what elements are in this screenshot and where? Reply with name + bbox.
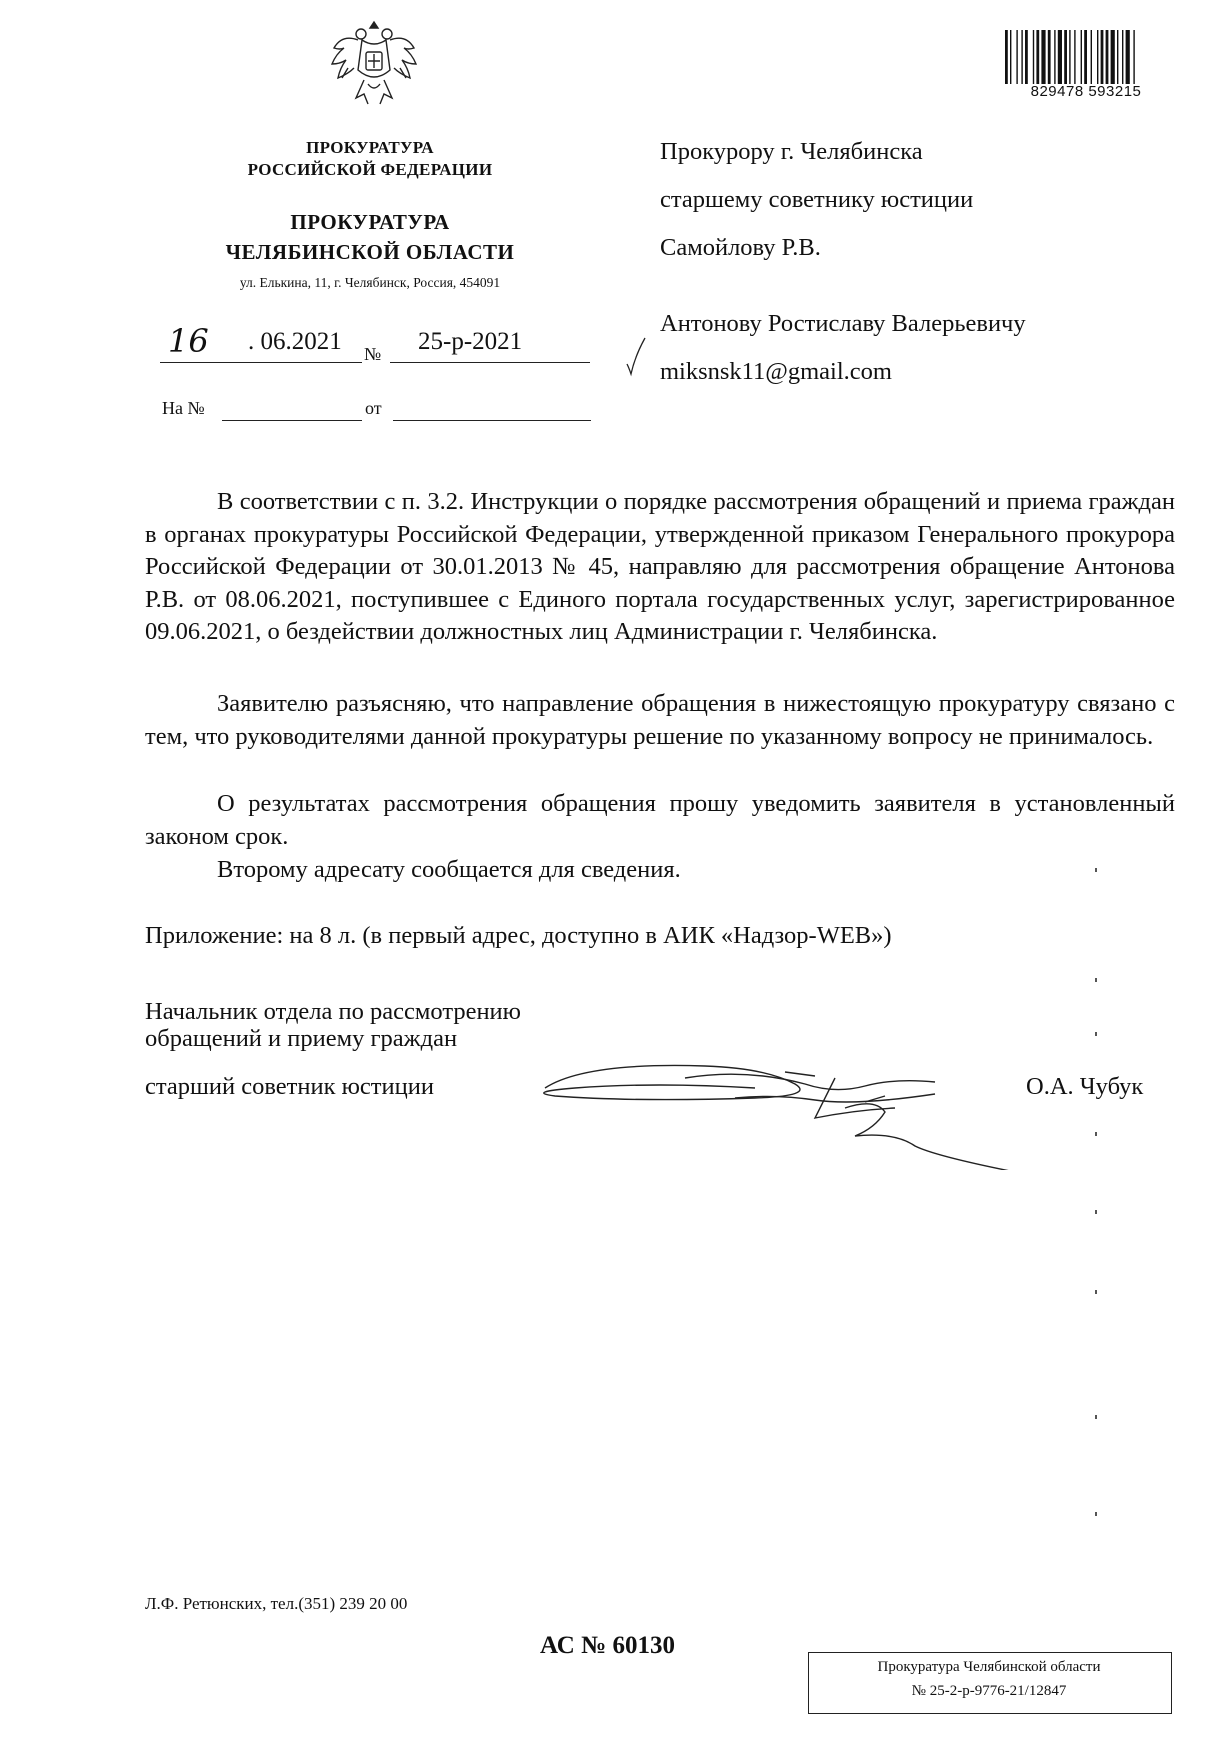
reference-date-line — [393, 420, 591, 421]
org-address: ул. Елькина, 11, г. Челябинск, Россия, 454091 — [239, 275, 501, 290]
signatory-title: обращений и приему граждан — [145, 1025, 458, 1052]
signatory-title: Начальник отдела по рассмотрению — [145, 998, 521, 1025]
executor-contact: Л.Ф. Ретюнских, тел.(351) 239 20 00 — [145, 1594, 408, 1613]
scan-speck — [1095, 1210, 1097, 1214]
barcode-number: 829478 593215 — [1003, 84, 1169, 100]
date-underline — [160, 362, 362, 363]
double-headed-eagle-emblem-icon — [328, 18, 420, 118]
handwritten-tick-icon — [625, 334, 647, 384]
body-paragraph: Второму адресату сообщается для сведения. — [217, 856, 681, 883]
scan-speck — [1095, 868, 1097, 872]
outgoing-number: 25-р-2021 — [418, 328, 523, 355]
signatory-name: О.А. Чубук — [1026, 1073, 1144, 1100]
scan-speck — [1095, 1415, 1097, 1419]
stamp-organization: Прокуратура Челябинской области — [877, 1659, 1101, 1675]
attachment-note: Приложение: на 8 л. (в первый адрес, доступно в АИК «Надзор-WEB») — [145, 922, 892, 949]
org-name-federal: ПРОКУРАТУРА РОССИЙСКОЙ ФЕДЕРАЦИИ — [247, 138, 493, 179]
addressee-line: Антонову Ростиславу Валерьевичу — [660, 310, 1026, 337]
scan-speck — [1095, 978, 1097, 982]
scan-speck — [1095, 1032, 1097, 1036]
scan-speck — [1095, 1512, 1097, 1516]
number-underline — [390, 362, 590, 363]
body-paragraph: О результатах рассмотрения обращения прошу уведомить заявителя в установленный законом срок. — [145, 790, 1175, 850]
date-month-year: . 06.2021 — [248, 328, 342, 355]
addressee-line: Прокурору г. Челябинска — [660, 138, 923, 165]
addressee-line: старшему советнику юстиции — [660, 186, 974, 213]
scan-speck — [1095, 1132, 1097, 1136]
signatory-rank: старший советник юстиции — [145, 1073, 434, 1100]
handwritten-signature-icon — [535, 1058, 1015, 1170]
date-day-handwritten: 16 — [168, 322, 209, 360]
org-name-regional: ПРОКУРАТУРА ЧЕЛЯБИНСКОЙ ОБЛАСТИ — [225, 210, 515, 264]
reference-from-label: от — [365, 398, 382, 418]
scan-speck — [1095, 1290, 1097, 1294]
reference-number-line — [222, 420, 362, 421]
registration-ac-number: АС № 60130 — [540, 1632, 675, 1659]
stamp-number: № 25-2-р-9776-21/12847 — [911, 1683, 1067, 1699]
addressee-line: Самойлову Р.В. — [660, 234, 821, 261]
addressee-email: miksnsk11@gmail.com — [660, 358, 892, 385]
body-paragraph: Заявителю разъясняю, что направление обращения в нижестоящую прокуратуру связано с тем, что руководителями данной прокуратуры решение по указанному вопросу не принималось. — [145, 690, 1175, 750]
number-sign: № — [364, 344, 382, 364]
reference-label: На № — [162, 398, 205, 418]
body-paragraph: В соответствии с п. 3.2. Инструкции о порядке рассмотрения обращений и приема граждан в органах прокуратуры Российской Федерации, утвержденной приказом Генерального прокурора Российской Федерации от 30.01.2013 № 45, направляю для рассмотрения обращение Антонова Р.В. от 08.06.2021, поступившее с Единого портала государственных услуг, зарегистрированное 09.06.2021, о бездействии должностных лиц Администрации г. Челябинска. — [145, 488, 1175, 645]
